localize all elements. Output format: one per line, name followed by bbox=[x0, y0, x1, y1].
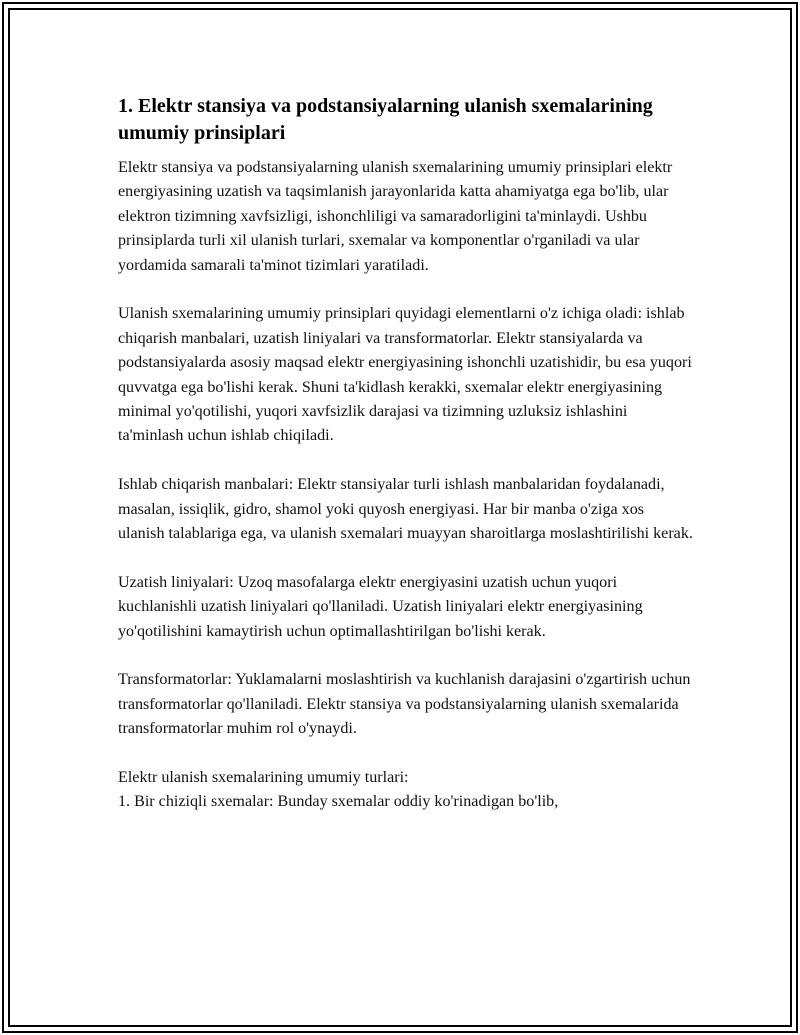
paragraph-principles: Ulanish sxemalarining umumiy prinsiplari quyidagi elementlarni o'z ichiga oladi: ishlab chiqarish manbalari, uzatish liniyalari va transformatorlar. Elektr stansiyalarda va podstansiyalarda asosiy maqsad elektr energiyasining ishonchli uzatishidir, bu esa yuqori quvvatga ega bo'lishi kerak. Shuni ta'kidlash kerakki, sxemalar elektr energiyasining minimal yo'qotilishi, yuqori xavfsizlik darajasi va tizimning uzluksiz ishlashini ta'minlash uchun ishlab chiqiladi. bbox=[118, 305, 692, 445]
paragraph-transmission-lines: Uzatish liniyalari: Uzoq masofalarga elektr energiyasini uzatish uchun yuqori kuchlanishli uzatish liniyalari qo'llaniladi. Uzatish liniyalari elektr energiyasining yo'qotilishini kamaytirish uchun optimallashtirilgan bo'lishi kerak. bbox=[118, 573, 643, 640]
list-block bbox=[118, 766, 693, 815]
list-item: 1. Bir chiziqli sxemalar: Bunday sxemalar oddiy ko'rinadigan bo'lib, bbox=[118, 793, 559, 811]
paragraph-transformers: Transformatorlar: Yuklamalarni moslashtirish va kuchlanish darajasini o'zgartirish uchun transformatorlar qo'llaniladi. Elektr stansiya va podstansiyalarning ulanish sxemalarida transformatorlar muhim rol o'ynaydi. bbox=[118, 671, 691, 738]
list-heading: Elektr ulanish sxemalarining umumiy turlari: bbox=[118, 769, 409, 787]
paragraph-generation-sources: Ishlab chiqarish manbalari: Elektr stansiyalar turli ishlash manbalaridan foydalanadi, masalan, issiqlik, gidro, shamol yoki quyosh energiyasi. Har bir manba o'ziga xos ulanish talablariga ega, va ulanish sxemalari muayyan sharoitlarga moslashtirilishi kerak. bbox=[118, 476, 693, 543]
document-body bbox=[118, 93, 693, 815]
paragraph-intro: Elektr stansiya va podstansiyalarning ulanish sxemalarining umumiy prinsiplari elektr energiyasining uzatish va taqsimlanish jarayonlarida katta ahamiyatga ega bo'lib, ular elektron tizimning xavfsizligi, ishonchliligi va samaradorligini ta'minlaydi. Ushbu prinsiplarda turli xil ulanish turlari, sxemalar va komponentlar o'rganiladi va ular yordamida samarali ta'minot tizimlari yaratiladi. bbox=[118, 159, 673, 274]
document-title: 1. Elektr stansiya va podstansiyalarning ulanish sxemalarining umumiy prinsiplari bbox=[118, 95, 653, 144]
